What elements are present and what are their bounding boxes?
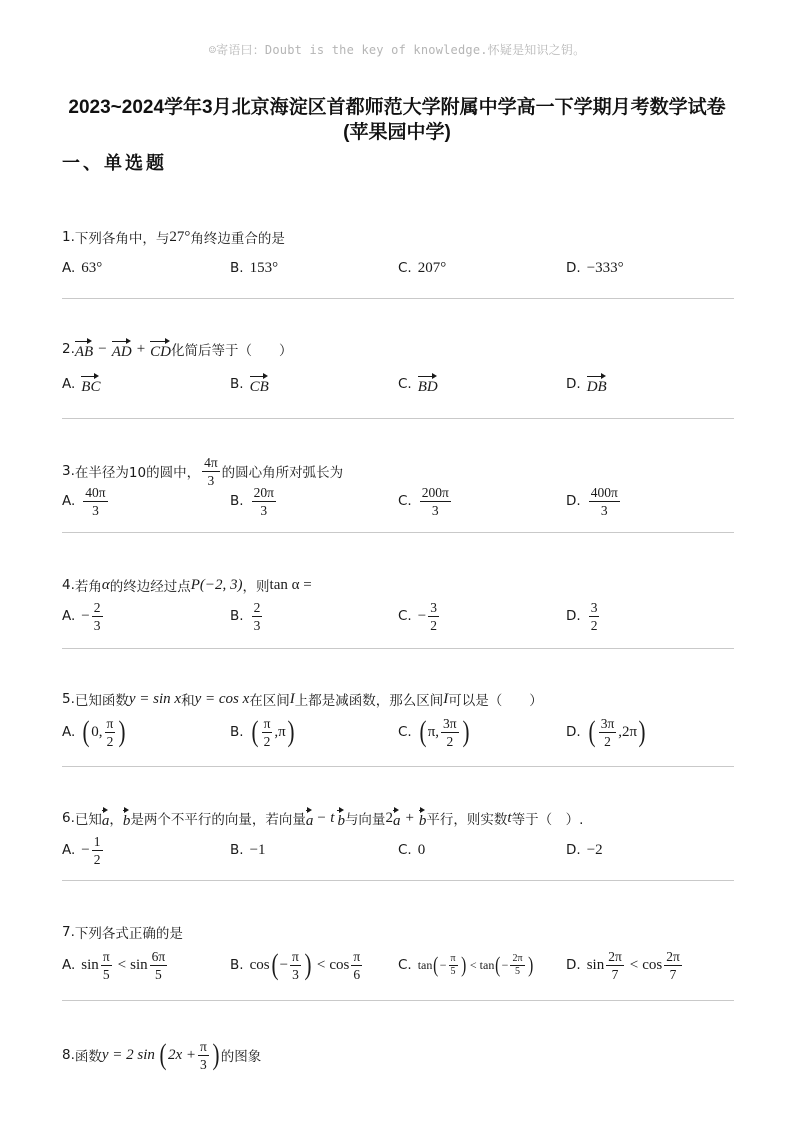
math-text: + xyxy=(136,340,146,357)
divider xyxy=(62,880,734,881)
math-text: 27° xyxy=(169,228,191,245)
parenthesis: ( xyxy=(419,715,427,748)
math-text: C. xyxy=(398,260,412,276)
option-d[interactable] xyxy=(566,248,624,288)
math-text: 1. xyxy=(62,229,75,245)
fraction xyxy=(664,948,682,983)
math-text: B. xyxy=(230,608,244,624)
math-text: 5 xyxy=(155,966,162,982)
parenthesis: ( xyxy=(159,1038,167,1071)
math-text: 3 xyxy=(207,472,215,488)
option-c[interactable] xyxy=(398,712,471,752)
option-c[interactable] xyxy=(398,596,441,636)
math-text: 2x + xyxy=(167,1046,196,1063)
fraction xyxy=(606,948,624,983)
math-text: + xyxy=(405,809,414,826)
parenthesis: ) xyxy=(638,715,646,748)
math-text: 63° xyxy=(81,259,103,276)
math-text: sin xyxy=(130,956,148,973)
divider xyxy=(62,766,734,767)
math-text: 角终边重合的是 xyxy=(190,231,285,247)
math-text: t xyxy=(507,809,512,826)
math-text: 与向量 xyxy=(344,812,386,828)
math-text: 3 xyxy=(253,617,261,633)
math-text: 20π xyxy=(253,484,274,500)
math-text: − xyxy=(81,841,90,858)
math-text: A. xyxy=(62,842,76,858)
math-text: 2 xyxy=(385,809,393,826)
option-d[interactable] xyxy=(566,712,647,752)
math-text: 2 xyxy=(263,733,271,749)
math-text: C. xyxy=(398,608,412,624)
math-text: sin xyxy=(81,956,99,973)
fraction xyxy=(351,948,362,983)
math-text: 0, xyxy=(91,723,103,740)
math-text: − xyxy=(439,957,447,972)
paper-title: 2023~2024学年3月北京海淀区首都师范大学附属中学高一下学期月考数学试卷 xyxy=(68,97,726,118)
option-a[interactable] xyxy=(62,364,100,404)
math-text: 2 xyxy=(93,599,101,615)
math-text: 2π xyxy=(608,948,622,964)
math-text: b xyxy=(123,807,131,830)
math-text: < xyxy=(316,956,326,973)
math-text: D. xyxy=(566,724,581,740)
math-text: 函数 xyxy=(74,1049,102,1065)
math-text: 3 xyxy=(292,966,299,982)
fraction xyxy=(92,833,103,868)
fraction xyxy=(150,948,168,983)
math-text: 4. xyxy=(62,577,75,593)
math-text: AB xyxy=(75,338,93,361)
math-text: 3 xyxy=(200,1056,207,1072)
math-text: A. xyxy=(62,957,76,973)
math-text: B. xyxy=(230,842,244,858)
math-text: B. xyxy=(230,493,244,509)
option-c[interactable] xyxy=(398,481,453,521)
math-text: B. xyxy=(230,376,244,392)
math-text: π xyxy=(450,952,456,964)
option-b[interactable] xyxy=(230,830,266,870)
motto-watermark: ☺寄语曰：Doubt is the key of knowledge.怀疑是知识之钥。 xyxy=(208,43,586,57)
option-a[interactable] xyxy=(62,712,127,752)
math-text: 6π xyxy=(151,948,166,964)
fraction xyxy=(449,953,458,978)
option-b[interactable] xyxy=(230,481,278,521)
math-text: ,π xyxy=(274,723,286,740)
math-text: C. xyxy=(398,842,412,858)
parenthesis: ) xyxy=(527,952,533,977)
option-a[interactable] xyxy=(62,830,105,870)
math-text: 153° xyxy=(249,259,279,276)
math-text: AD xyxy=(112,338,132,361)
parenthesis: ) xyxy=(460,952,466,977)
math-text: 7 xyxy=(669,966,677,982)
question-stem xyxy=(62,334,293,364)
math-text: π xyxy=(102,948,110,964)
math-text: 5. xyxy=(62,691,75,707)
parenthesis: ( xyxy=(251,715,259,748)
math-text: ,2π xyxy=(618,723,638,740)
math-text: a xyxy=(102,807,110,830)
math-text: 2π xyxy=(666,948,680,964)
fraction xyxy=(441,715,459,750)
divider xyxy=(62,298,734,299)
parenthesis: ( xyxy=(495,952,501,977)
math-text: B. xyxy=(230,260,244,276)
math-text: a xyxy=(393,807,401,830)
math-text: P(−2, 3) xyxy=(190,576,243,593)
math-text: 已知函数 xyxy=(74,693,129,709)
option-b[interactable] xyxy=(230,248,278,288)
option-a[interactable] xyxy=(62,248,102,288)
math-text: 2π xyxy=(512,952,523,964)
math-text: 3π xyxy=(443,715,457,731)
math-text: 的图象 xyxy=(220,1049,262,1065)
math-text: D. xyxy=(566,608,581,624)
math-text: 3 xyxy=(431,502,439,518)
math-text: ， xyxy=(109,812,123,828)
math-text: A. xyxy=(62,260,76,276)
divider xyxy=(62,1000,734,1001)
math-text: π xyxy=(199,1038,207,1054)
math-text: y = 2 sin xyxy=(101,1046,155,1063)
math-text: cos xyxy=(642,956,663,973)
option-c[interactable] xyxy=(398,830,425,870)
option-d[interactable] xyxy=(566,481,622,521)
math-text: tan xyxy=(417,957,433,972)
option-c[interactable] xyxy=(398,364,438,404)
math-text: 在区间 xyxy=(249,693,290,709)
math-text: 已知 xyxy=(74,812,102,828)
parenthesis: ) xyxy=(287,715,295,748)
question-stem xyxy=(62,917,183,947)
math-text: tan xyxy=(479,957,495,972)
math-text: 7 xyxy=(611,966,619,982)
math-text: B. xyxy=(230,957,244,973)
math-text: C. xyxy=(398,376,412,392)
math-text: 2 xyxy=(604,733,611,749)
math-text: − xyxy=(279,956,289,973)
math-text: 是两个不平行的向量，若向量 xyxy=(130,812,306,828)
math-text: 40π xyxy=(85,484,106,500)
question-stem xyxy=(62,1035,261,1075)
fraction xyxy=(252,484,276,519)
fraction xyxy=(599,715,617,750)
math-text: C. xyxy=(398,957,412,973)
divider xyxy=(62,532,734,533)
math-text: 3. xyxy=(62,463,75,479)
option-b[interactable] xyxy=(230,364,269,404)
parenthesis: ( xyxy=(82,715,90,748)
math-text: 和 xyxy=(181,693,195,709)
math-text: b xyxy=(419,807,427,830)
math-text: 上都是减函数，那么区间 xyxy=(294,693,444,709)
parenthesis: ) xyxy=(462,715,470,748)
math-text: 1 xyxy=(93,833,101,849)
math-text: 3 xyxy=(600,502,608,518)
math-text: α xyxy=(101,576,110,593)
math-text: cos xyxy=(249,956,270,973)
math-text: 2 xyxy=(93,851,101,867)
math-text: BC xyxy=(81,373,100,396)
math-text: 5 xyxy=(450,965,456,977)
math-text: 5 xyxy=(514,965,520,977)
math-text: C. xyxy=(398,724,412,740)
fraction xyxy=(589,484,620,519)
math-text: 2 xyxy=(253,599,261,615)
math-text: D. xyxy=(566,493,581,509)
math-text: 2. xyxy=(62,341,75,357)
fraction xyxy=(198,1038,209,1073)
fraction xyxy=(262,715,273,750)
math-text: 3 xyxy=(92,502,99,518)
math-text: ，则 xyxy=(242,579,270,595)
math-text: 207° xyxy=(417,259,447,276)
math-text: D. xyxy=(566,842,581,858)
option-b[interactable] xyxy=(230,945,364,985)
math-text: y = cos x xyxy=(194,690,250,707)
option-d[interactable] xyxy=(566,364,607,404)
math-text: sin xyxy=(586,956,605,973)
math-text: 5 xyxy=(102,966,110,982)
math-text: I xyxy=(289,690,295,707)
divider xyxy=(62,648,734,649)
math-text: 在半径为10的圆中， xyxy=(74,465,201,481)
math-text: 3 xyxy=(260,502,268,518)
math-text: 平行，则实数 xyxy=(426,812,508,828)
math-text: 7. xyxy=(62,924,75,940)
math-text: − xyxy=(417,607,427,624)
math-text: π, xyxy=(427,723,440,740)
math-text: C. xyxy=(398,493,412,509)
option-c[interactable] xyxy=(398,248,446,288)
math-text: 的终边经过点 xyxy=(109,579,191,595)
option-b[interactable] xyxy=(230,596,264,636)
math-text: b xyxy=(337,807,345,830)
math-text: A. xyxy=(62,493,76,509)
fraction xyxy=(420,484,451,519)
math-text: π xyxy=(353,948,361,964)
option-a[interactable] xyxy=(62,596,105,636)
section-heading: 一、单选题 xyxy=(62,153,167,174)
math-text: < xyxy=(629,956,639,973)
math-text: 2 xyxy=(430,617,437,633)
math-text: 2 xyxy=(446,733,454,749)
option-a[interactable] xyxy=(62,945,169,985)
fraction xyxy=(510,953,524,978)
math-text: 0 xyxy=(417,841,426,858)
math-text: − t xyxy=(316,809,335,826)
option-c[interactable] xyxy=(398,945,534,985)
option-d[interactable] xyxy=(566,945,684,985)
fraction xyxy=(428,599,439,634)
fraction xyxy=(83,484,107,519)
math-text: A. xyxy=(62,608,76,624)
math-text: CB xyxy=(250,373,269,396)
math-text: 下列各角中，与 xyxy=(74,231,170,247)
math-text: y = sin x xyxy=(128,690,182,707)
question-stem xyxy=(62,684,543,714)
math-text: 3 xyxy=(93,617,101,633)
math-text: π xyxy=(292,948,299,964)
math-text: −333° xyxy=(586,259,624,276)
math-text: cos xyxy=(329,956,350,973)
math-text: −2 xyxy=(586,841,603,858)
math-text: 的圆心角所对弧长为 xyxy=(221,465,344,481)
parenthesis: ) xyxy=(118,715,126,748)
math-text: 下列各式正确的是 xyxy=(74,926,183,942)
option-b[interactable] xyxy=(230,712,296,752)
math-text: 8. xyxy=(62,1047,75,1063)
parenthesis: ( xyxy=(271,948,279,981)
math-text: 等于（ ）. xyxy=(511,812,584,828)
math-text: A. xyxy=(62,724,76,740)
math-text: 2 xyxy=(106,733,114,749)
fraction xyxy=(105,715,116,750)
math-text: 6 xyxy=(353,966,361,982)
math-text: π xyxy=(263,715,271,731)
fraction xyxy=(101,948,112,983)
math-text: < xyxy=(117,956,127,973)
math-text: 2 xyxy=(590,617,598,633)
math-text: BD xyxy=(418,373,438,396)
math-text: − xyxy=(501,957,509,972)
parenthesis: ) xyxy=(212,1038,220,1071)
paper-subtitle: (苹果园中学) xyxy=(343,122,451,143)
parenthesis: ) xyxy=(304,948,312,981)
math-text: 400π xyxy=(590,484,618,500)
divider xyxy=(62,418,734,419)
math-text: − xyxy=(98,340,107,357)
math-text: −1 xyxy=(249,841,266,858)
math-text: CD xyxy=(150,338,171,361)
math-text: 3 xyxy=(430,599,437,615)
math-text: 若角 xyxy=(74,579,102,595)
math-text: π xyxy=(106,715,114,731)
option-d[interactable] xyxy=(566,596,601,636)
math-text: 化简后等于（ ） xyxy=(171,343,293,359)
fraction xyxy=(589,599,600,634)
math-text: < xyxy=(469,957,477,972)
parenthesis: ( xyxy=(433,952,439,977)
math-text: B. xyxy=(230,724,244,740)
option-a[interactable] xyxy=(62,481,110,521)
math-text: D. xyxy=(566,957,581,973)
math-text: 200π xyxy=(421,484,449,500)
math-text: 3π xyxy=(600,715,615,731)
math-text: tan α = xyxy=(269,576,312,593)
math-text: D. xyxy=(566,376,581,392)
question-stem xyxy=(62,803,583,833)
math-text: 4π xyxy=(204,454,218,470)
fraction xyxy=(290,948,301,983)
math-text: D. xyxy=(566,260,581,276)
fraction xyxy=(252,599,263,634)
math-text: A. xyxy=(62,376,76,392)
parenthesis: ( xyxy=(588,715,596,748)
option-d[interactable] xyxy=(566,830,603,870)
math-text: DB xyxy=(587,373,607,396)
math-text: 3 xyxy=(590,599,598,615)
math-text: a xyxy=(306,807,314,830)
math-text: 6. xyxy=(62,810,75,826)
math-text: I xyxy=(443,690,449,707)
math-text: − xyxy=(81,607,90,624)
math-text: 可以是（ ） xyxy=(448,693,543,709)
fraction xyxy=(92,599,103,634)
